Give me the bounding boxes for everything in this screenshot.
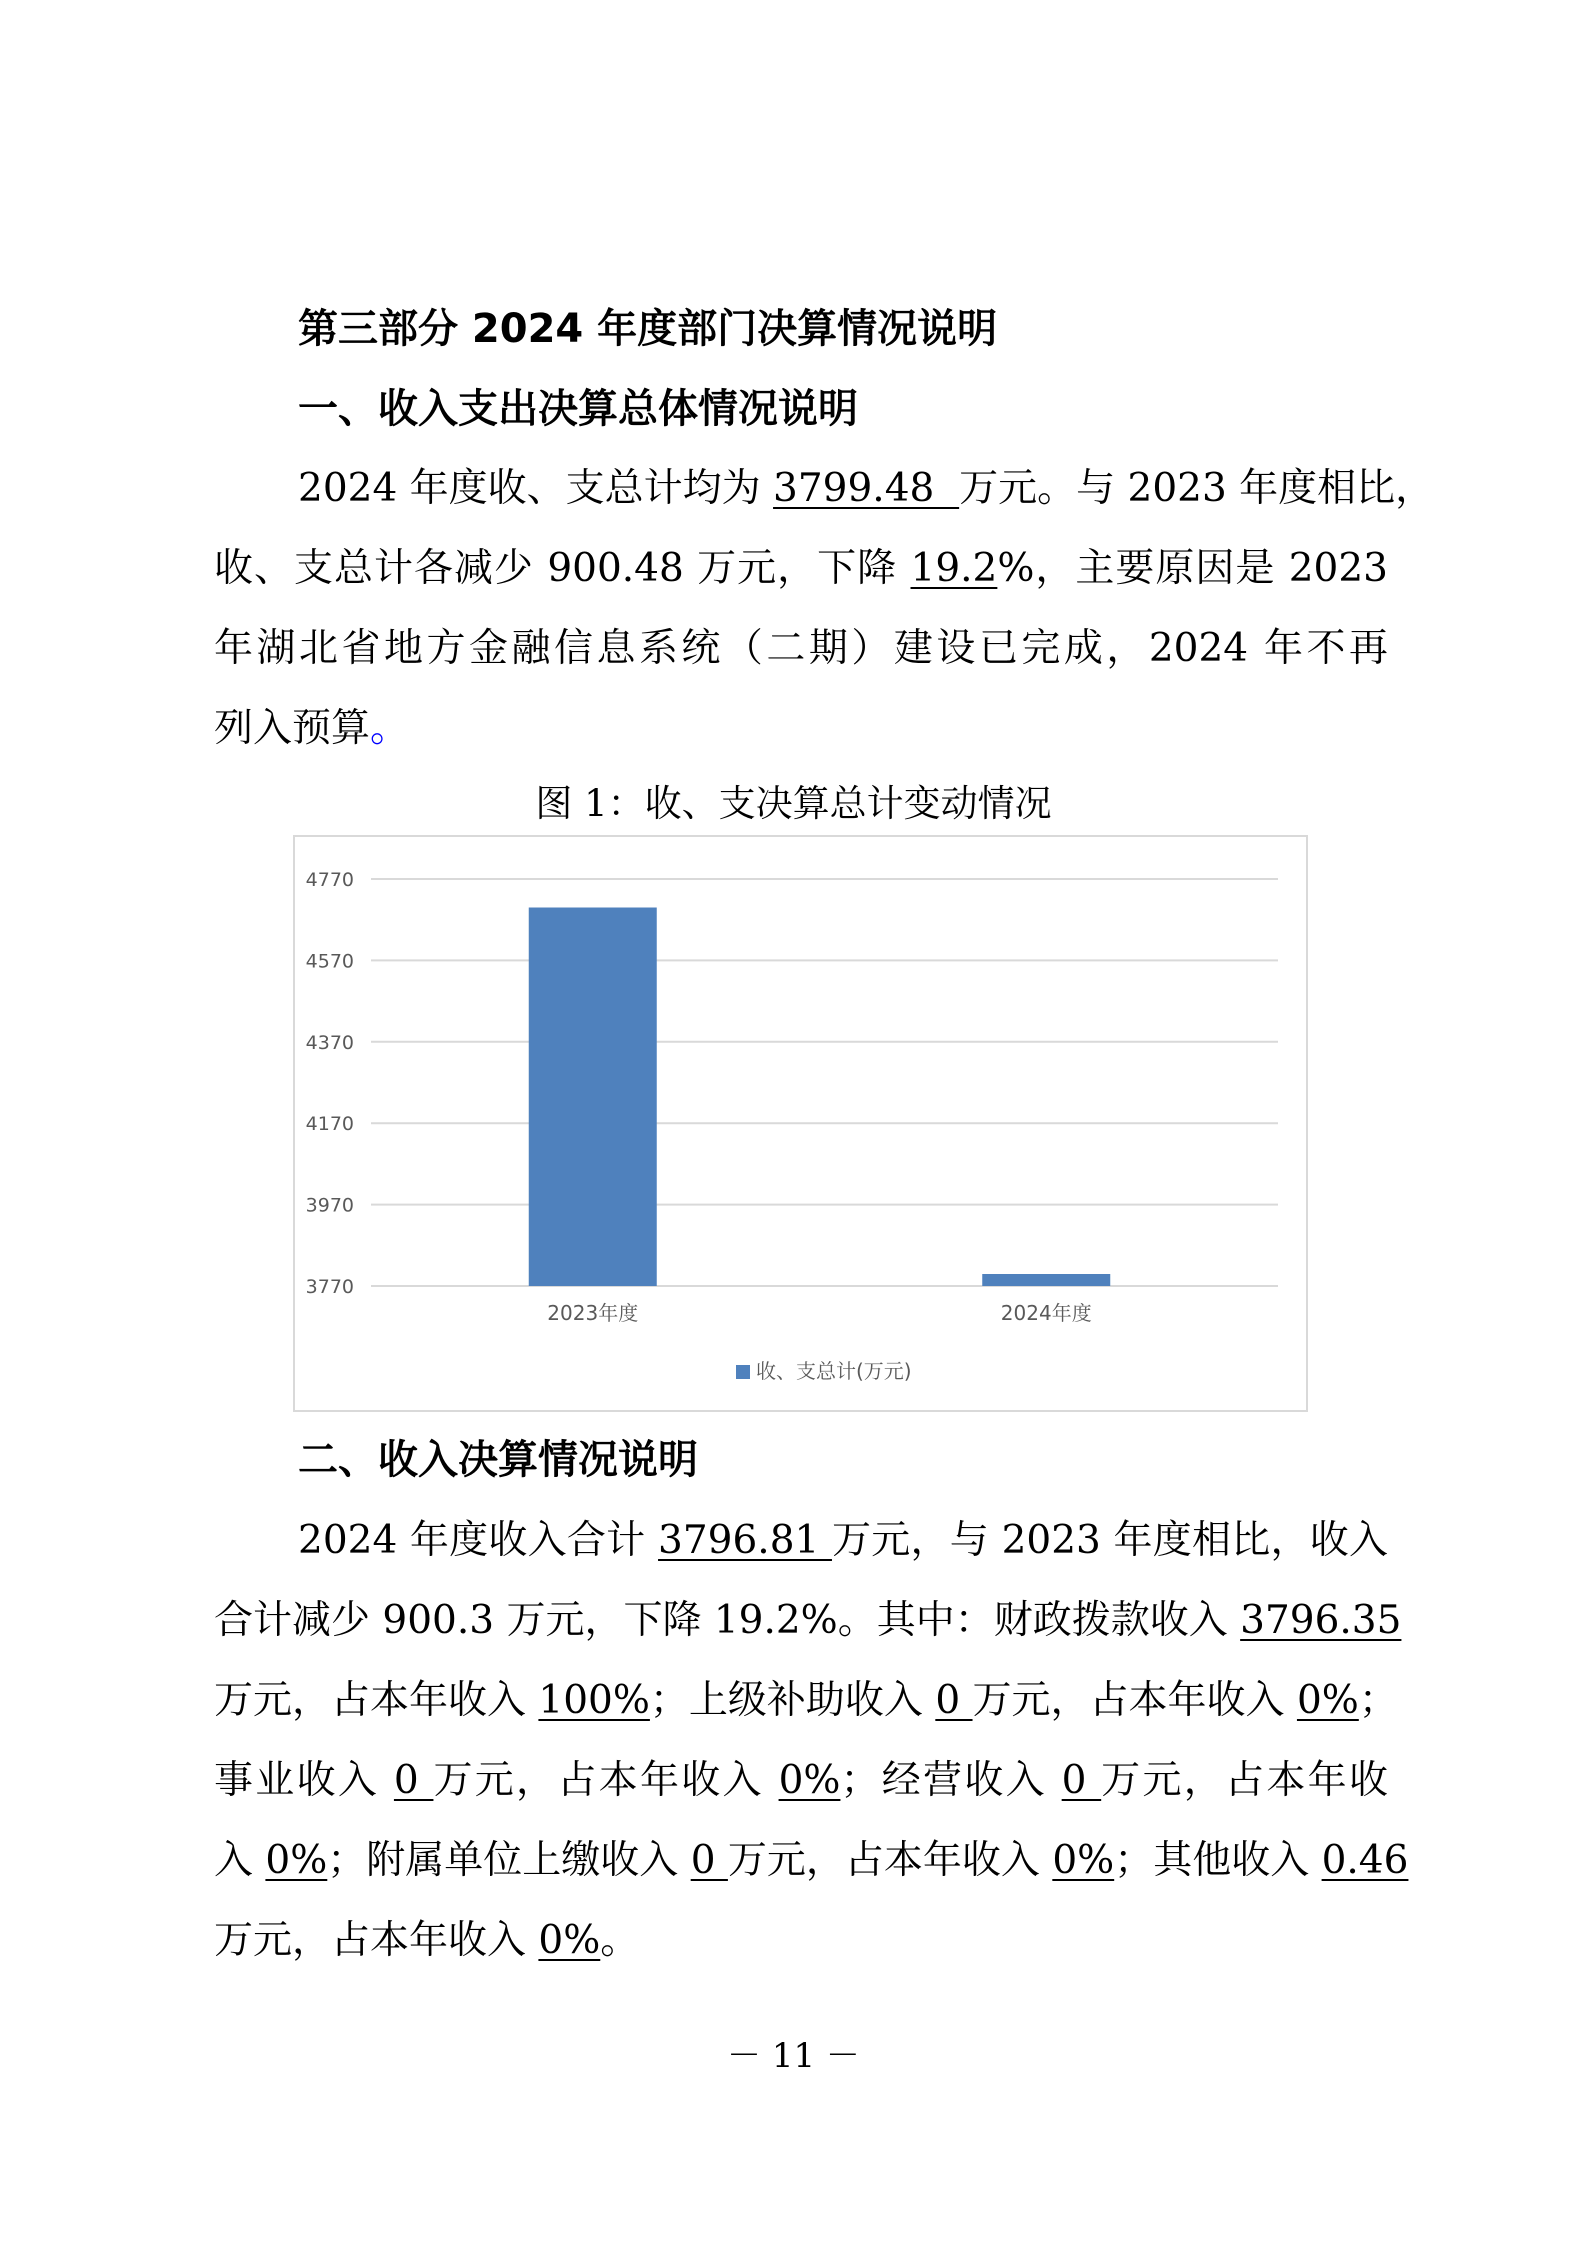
text-segment: ； [1358, 1678, 1398, 1723]
text-segment: 万元。与 2023 年度相比， [959, 466, 1435, 511]
text-segment: ；上级补助收入 [649, 1678, 936, 1723]
text-segment: 万元，占本年收入 [727, 1838, 1053, 1883]
legend-label: 收、支总计(万元) [756, 1359, 912, 1383]
underlined-value: 0% [538, 1918, 601, 1963]
text-segment: 万元，占本年收入 [214, 1918, 539, 1963]
underlined-value: 0 [393, 1758, 434, 1803]
underlined-value: 100% [538, 1678, 650, 1723]
section1-heading: 一、收入支出决算总体情况说明 [298, 386, 858, 432]
y-tick-label: 3770 [305, 1276, 354, 1298]
text-segment: 列入预算 [214, 706, 371, 751]
text-segment: 万元，占本年收入 [972, 1678, 1297, 1723]
text-segment: 。 [370, 706, 410, 751]
chart-svg [295, 837, 1306, 1410]
page-number: － 11 － [727, 2036, 860, 2076]
paragraph-line [214, 705, 1388, 753]
paragraph-line [298, 1517, 1388, 1565]
text-segment: 万元，与 2023 年度相比，收入 [831, 1518, 1389, 1563]
x-tick-label: 2024年度 [1000, 1301, 1092, 1325]
y-tick-label: 4770 [305, 869, 354, 891]
text-segment: 年湖北省地方金融信息系统（二期）建设已完成，2024 年不再 [214, 626, 1388, 671]
text-segment: 万元，占本年收入 [214, 1678, 539, 1723]
page-title: 第三部分 2024 年度部门决算情况说明 [298, 306, 998, 352]
paragraph-line [214, 1757, 1388, 1805]
text-segment: 万元，占本年收入 [433, 1758, 779, 1803]
text-segment: ；其他收入 [1114, 1838, 1322, 1883]
paragraph-line [214, 545, 1388, 593]
underlined-value: 0 [690, 1838, 728, 1883]
text-segment: 收、支总计各减少 900.48 万元，下降 [214, 546, 911, 591]
section2-heading: 二、收入决算情况说明 [298, 1437, 698, 1483]
bar [982, 1274, 1110, 1286]
y-tick-label: 4570 [305, 950, 354, 973]
legend-swatch [736, 1365, 750, 1379]
text-segment: ；附属单位上缴收入 [327, 1838, 691, 1883]
text-segment: %，主要原因是 2023 [997, 546, 1388, 591]
paragraph-line [298, 465, 1435, 513]
underlined-value: 0.46 [1321, 1838, 1409, 1883]
chart-caption: 图 1：收、支决算总计变动情况 [535, 782, 1052, 825]
underlined-value: 0 [1061, 1758, 1102, 1803]
underlined-value: 0% [1052, 1838, 1115, 1883]
paragraph-line [214, 1597, 1402, 1645]
y-tick-label: 4170 [305, 1113, 354, 1136]
text-segment: 2024 年度收、支总计均为 [298, 466, 774, 511]
underlined-value: 0% [778, 1758, 841, 1803]
text-segment: 2024 年度收入合计 [298, 1518, 659, 1563]
y-tick-label: 3970 [305, 1194, 354, 1217]
bar [529, 908, 657, 1286]
underlined-value: 0 [935, 1678, 973, 1723]
paragraph-line [214, 625, 1388, 673]
paragraph-line [214, 1917, 1388, 1965]
text-segment: ；经营收入 [840, 1758, 1062, 1803]
text-segment: 。 [600, 1918, 640, 1963]
underlined-value: 3799.48 [773, 466, 960, 511]
underlined-value: 3796.35 [1240, 1598, 1402, 1643]
y-tick-label: 4370 [305, 1031, 354, 1054]
underlined-value: 0% [265, 1838, 328, 1883]
text-segment: 入 [214, 1838, 266, 1883]
bar-chart [293, 835, 1308, 1412]
text-segment: 合计减少 900.3 万元，下降 19.2%。其中：财政拨款收入 [214, 1598, 1241, 1643]
paragraph-line [214, 1677, 1398, 1725]
underlined-value: 19.2 [910, 546, 998, 591]
x-tick-label: 2023年度 [547, 1301, 639, 1325]
underlined-value: 3796.81 [658, 1518, 832, 1563]
text-segment: 万元，占本年收 [1101, 1758, 1388, 1803]
text-segment: 事业收入 [214, 1758, 394, 1803]
paragraph-line [214, 1837, 1409, 1885]
underlined-value: 0% [1296, 1678, 1359, 1723]
